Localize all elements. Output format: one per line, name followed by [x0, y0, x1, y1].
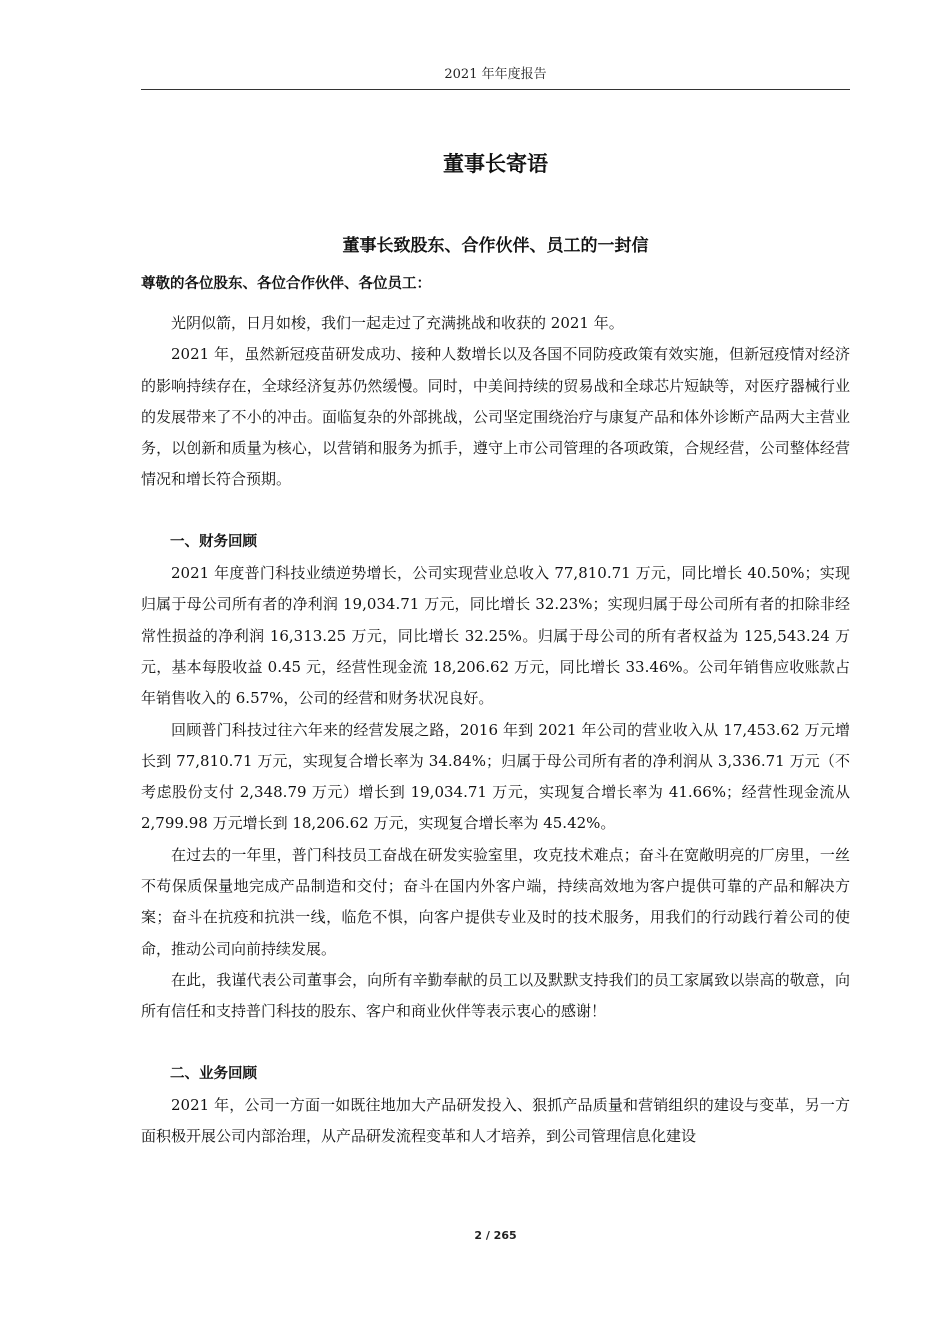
letter-title: 董事长致股东、合作伙伴、员工的一封信 — [342, 236, 649, 256]
page-title: 董事长寄语 — [443, 152, 548, 176]
intro-paragraph-1: 光阴似箭，日月如梭，我们一起走过了充满挑战和收获的 2021 年。 — [171, 314, 624, 332]
business-paragraph-1: 2021 年，公司一方面一如既往地加大产品研发投入、狠抓产品质量和营销组织的建设与变革，另一方面积极开展公司内部治理，从产品研发流程变革和人才培养，到公司管理信息化建设 — [141, 1095, 850, 1146]
financial-paragraph-3: 在过去的一年里，普门科技员工奋战在研发实验室里，攻克技术难点；奋斗在宽敞明亮的厂房里，一丝不苟保质保量地完成产品制造和交付；奋斗在国内外客户端，持续高效地为客户提供可靠的产品和解决方案；奋斗在抗疫和抗洪一线，临危不惧，向客户提供专业及时的技术服务，用我们的行动践行着公司的使命，推动公司向前持续发展。 — [141, 845, 850, 958]
salutation: 尊敬的各位股东、各位合作伙伴、各位员工： — [141, 276, 431, 292]
report-header: 2021 年年度报告 — [444, 67, 547, 82]
spacer — [141, 1028, 850, 1059]
section-heading-business-review: 二、业务回顾 — [170, 1065, 257, 1082]
financial-paragraph-2: 回顾普门科技过往六年来的经营发展之路，2016 年到 2021 年公司的营业收入从 17,453.62 万元增长到 77,810.71 万元，实现复合增长率为 34.84%；归属于母公司所有者的净利润从 3,336.71 万元（不考虑股份支付 2,348.79 万元）增长到 19,034.71 万元，实现复合增长率为 41.66%；经营性现金流从 2,799.98 万元增长到 18,206.62 万元，实现复合增长率为 45.42%。 — [141, 720, 850, 833]
page-body — [141, 140, 850, 1152]
section-heading-financial-review: 一、财务回顾 — [170, 533, 257, 550]
financial-paragraph-1: 2021 年度普门科技业绩逆势增长，公司实现营业总收入 77,810.71 万元，同比增长 40.50%；实现归属于母公司所有者的净利润 19,034.71 万元，同比增长 32.23%；实现归属于母公司所有者的扣除非经常性损益的净利润 16,313.25 万元，同比增长 32.25%。归属于母公司的所有者权益为 125,543.24 万元，基本每股收益 0.45 元，经营性现金流 18,206.62 万元，同比增长 33.46%。公司年销售应收账款占年销售收入的 6.57%，公司的经营和财务状况良好。 — [141, 564, 850, 708]
page-number: 2 / 265 — [474, 1229, 517, 1242]
financial-paragraph-4: 在此，我谨代表公司董事会，向所有辛勤奉献的员工以及默默支持我们的员工家属致以崇高的敬意，向所有信任和支持普门科技的股东、客户和商业伙伴等表示衷心的感谢！ — [141, 970, 850, 1021]
header-divider — [141, 89, 850, 90]
spacer — [141, 496, 850, 527]
intro-paragraph-2: 2021 年，虽然新冠疫苗研发成功、接种人数增长以及各国不同防疫政策有效实施，但新冠疫情对经济的影响持续存在，全球经济复苏仍然缓慢。同时，中美间持续的贸易战和全球芯片短缺等，对医疗器械行业的发展带来了不小的冲击。面临复杂的外部挑战，公司坚定围绕治疗与康复产品和体外诊断产品两大主营业务，以创新和质量为核心，以营销和服务为抓手，遵守上市公司管理的各项政策，合规经营，公司整体经营情况和增长符合预期。 — [141, 345, 850, 489]
